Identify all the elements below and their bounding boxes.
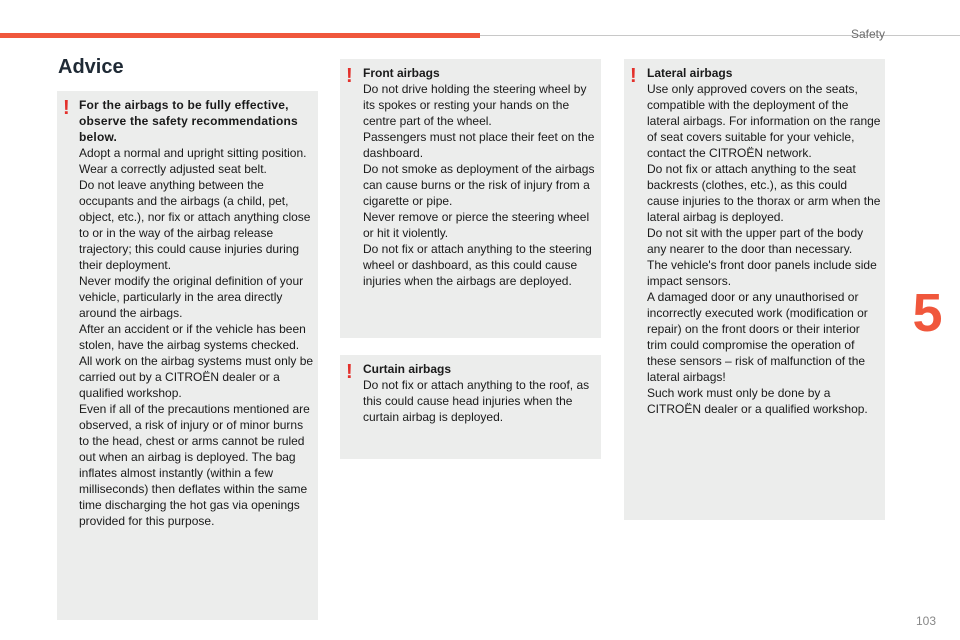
lateral-airbags-paragraph: Use only approved covers on the seats, compatible with the deployment of the lateral airbags. For information on the range of seat covers suitable for your vehicle, contact the CITROËN network. [647, 82, 881, 160]
advice-intro: For the airbags to be fully effective, observe the safety recommendations below. [79, 98, 298, 144]
page-heading: Advice [58, 56, 124, 78]
warning-icon: ! [346, 361, 353, 383]
curtain-airbags-text [363, 361, 597, 425]
warning-icon: ! [630, 65, 637, 87]
lateral-airbags-paragraph: Such work must only be done by a CITROËN dealer or a qualified workshop. [647, 386, 868, 416]
front-airbags-paragraph: Never remove or pierce the steering wheel or hit it violently. [363, 210, 590, 240]
advice-paragraph: Wear a correctly adjusted seat belt. [79, 162, 267, 176]
lateral-airbags-paragraph: Do not fix or attach anything to the seat backrests (clothes, etc.), as this could cause injuries to the thorax or arm when the lateral airbag is deployed. [647, 162, 881, 224]
header-divider [480, 35, 960, 36]
curtain-airbags-title: Curtain airbags [363, 362, 452, 376]
warning-icon: ! [346, 65, 353, 87]
front-airbags-paragraph: Passengers must not place their feet on the dashboard. [363, 130, 595, 160]
front-airbags-text [363, 65, 597, 289]
lateral-airbags-paragraph: Do not sit with the upper part of the body any nearer to the door than necessary. [647, 226, 864, 256]
advice-paragraph: All work on the airbag systems must only be carried out by a CITROËN dealer or a qualified workshop. [79, 354, 314, 400]
lateral-airbags-paragraph: The vehicle's front door panels include side impact sensors. [647, 258, 877, 288]
section-title: Safety [850, 27, 885, 41]
header-accent-bar [0, 33, 480, 38]
chapter-number-tab: 5 [895, 245, 960, 380]
lateral-airbags-text [647, 65, 881, 417]
advice-paragraph: Never modify the original definition of your vehicle, particularly in the area directly around the airbags. [79, 274, 304, 320]
front-airbags-title: Front airbags [363, 66, 440, 80]
advice-paragraph: After an accident or if the vehicle has been stolen, have the airbag systems checked. [79, 322, 306, 352]
advice-text [79, 97, 314, 529]
front-airbags-paragraph: Do not fix or attach anything to the steering wheel or dashboard, as this could cause injuries when the airbags are deployed. [363, 242, 592, 288]
lateral-airbags-paragraph: A damaged door or any unauthorised or incorrectly executed work (modification or repair) on the front doors or their interior trim could compromise the operation of these sensors – risk of malfunction of the lateral airbags! [647, 290, 868, 384]
advice-paragraph: Adopt a normal and upright sitting position. [79, 146, 307, 160]
advice-paragraph: Even if all of the precautions mentioned are observed, a risk of injury or of minor burns to the head, chest or arms cannot be ruled out when an airbag is deployed. The bag inflates almost instantly (within a few milliseconds) then deflates within the same time discharging the hot gas via openings provided for this purpose. [79, 402, 310, 528]
warning-icon: ! [63, 97, 70, 119]
front-airbags-paragraph: Do not smoke as deployment of the airbags can cause burns or the risk of injury from a cigarette or pipe. [363, 162, 595, 208]
page-number: 103 [915, 614, 936, 628]
lateral-airbags-title: Lateral airbags [647, 66, 733, 80]
curtain-airbags-paragraph: Do not fix or attach anything to the roof, as this could cause head injuries when the curtain airbag is deployed. [363, 378, 590, 424]
front-airbags-paragraph: Do not drive holding the steering wheel by its spokes or resting your hands on the centre part of the wheel. [363, 82, 587, 128]
advice-paragraph: Do not leave anything between the occupants and the airbags (a child, pet, object, etc.), nor fix or attach anything close to or in the way of the airbag release trajectory; this could cause injuries during their deployment. [79, 178, 311, 272]
